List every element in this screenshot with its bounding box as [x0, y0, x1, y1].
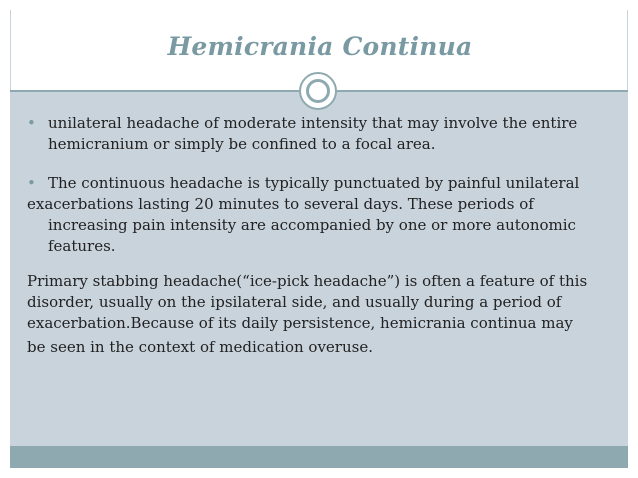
paragraph-line-2: disorder, usually on the ipsilateral side, and usually during a period of [27, 293, 562, 311]
bullet-2-line-d: features. [48, 237, 116, 255]
bullet-item-2 [27, 173, 617, 194]
bullet-2-text: The continuous headache is typically punctuated by painful unilateral [48, 174, 580, 192]
bullet-icon: • [27, 114, 36, 132]
bullet-icon: • [27, 174, 36, 192]
paragraph-line-1: Primary stabbing headache(“ice-pick headache”) is often a feature of this [27, 272, 588, 290]
bullet-1-text: unilateral headache of moderate intensity that may involve the entire [48, 114, 578, 132]
bullet-2-line-b: exacerbations lasting 20 minutes to several days. These periods of [27, 195, 534, 213]
slide-title: Hemicrania Continua [167, 32, 473, 61]
slide-content [27, 113, 617, 358]
bullet-2-line-c: increasing pain intensity are accompanied by one or more autonomic [48, 216, 576, 234]
circle-ornament-inner [306, 79, 330, 103]
slide [10, 10, 628, 468]
bullet-1-continuation: hemicranium or simply be confined to a focal area. [48, 135, 436, 153]
paragraph-line-4: be seen in the context of medication overuse. [27, 338, 373, 356]
paragraph-line-3: exacerbation.Because of its daily persistence, hemicrania continua may [27, 314, 573, 332]
circle-ornament-icon [299, 72, 337, 110]
footer-bar [10, 446, 628, 468]
bullet-item-1 [27, 113, 617, 134]
